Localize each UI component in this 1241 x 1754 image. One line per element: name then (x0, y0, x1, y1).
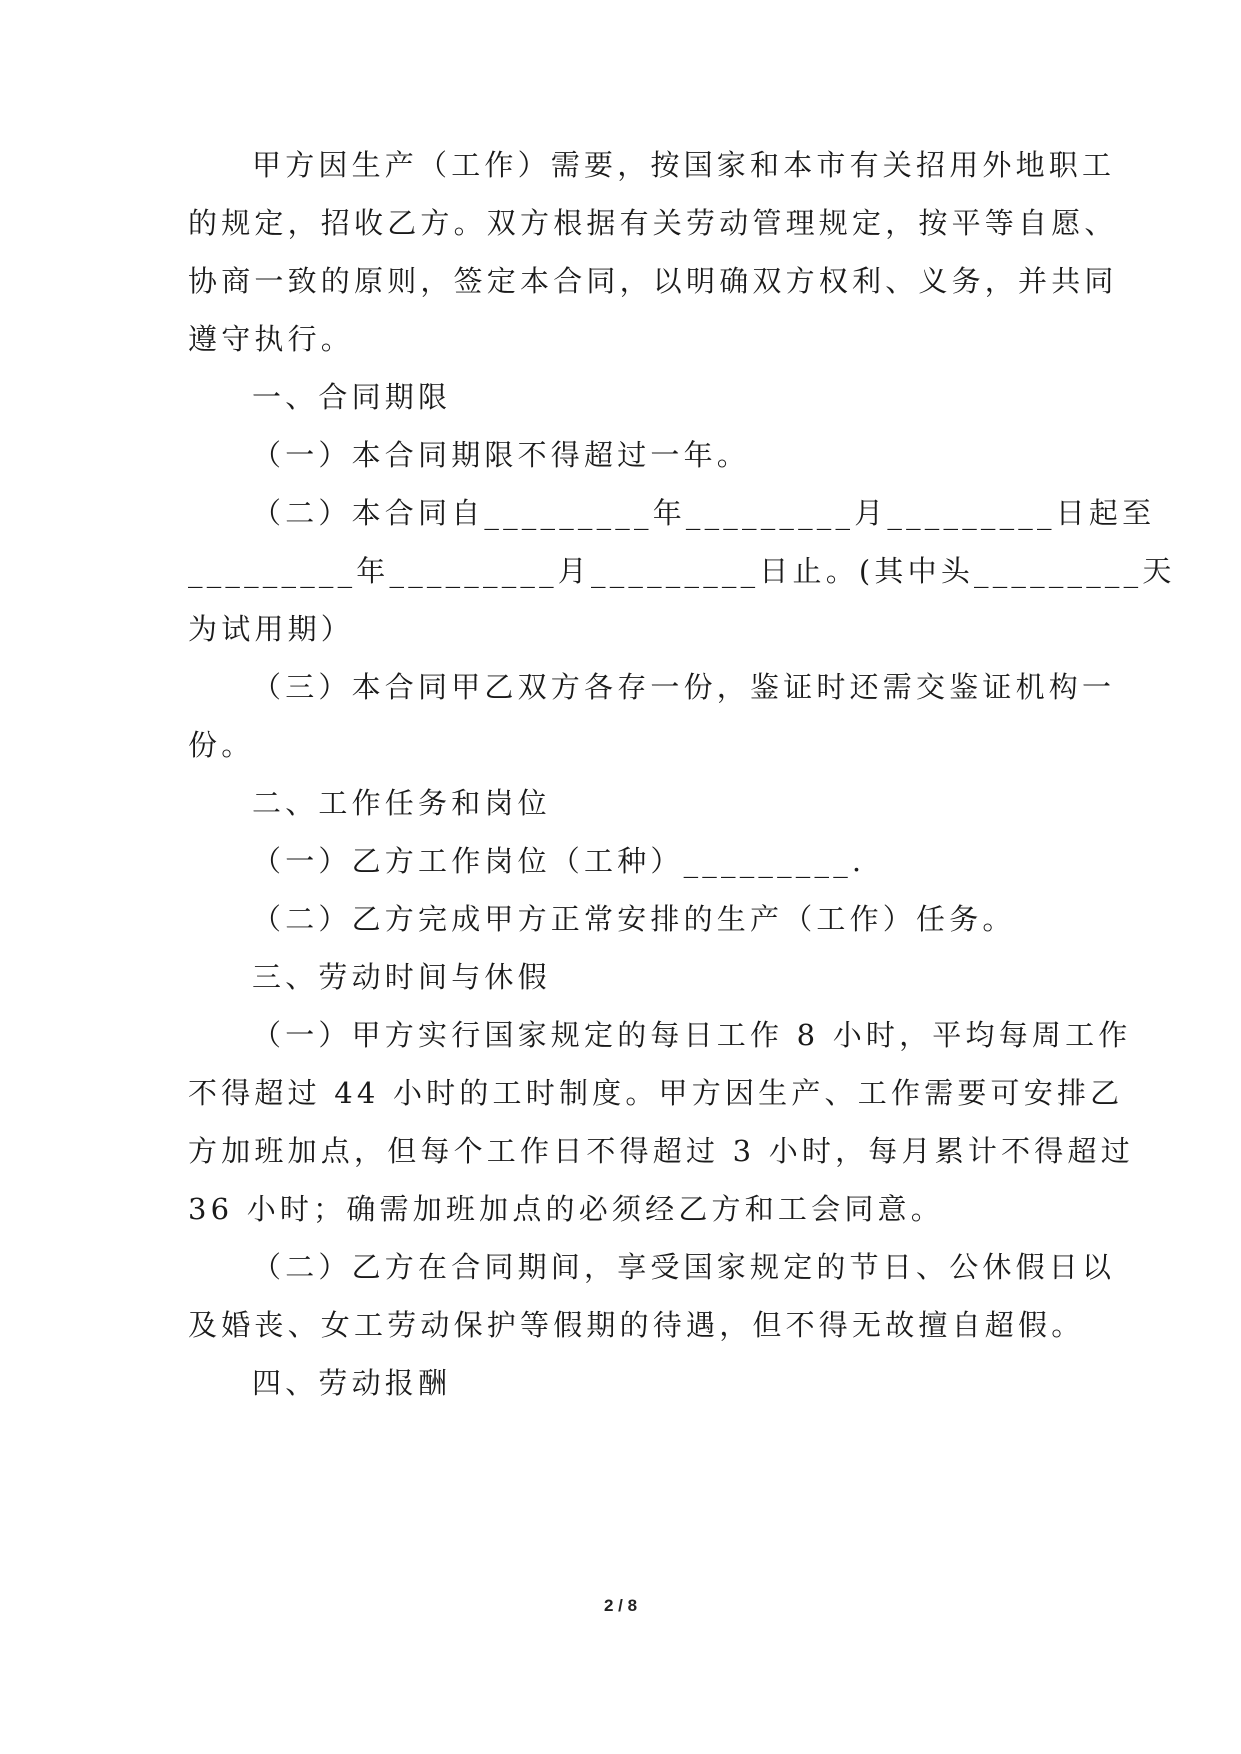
clause-term-3-line-2: 份。 (188, 728, 255, 762)
clause-hours-1-line-3: 方加班加点，但每个工作日不得超过 3 小时，每月累计不得超过 (188, 1134, 1134, 1168)
paragraph-intro-line-4: 遵守执行。 (188, 322, 355, 356)
section-heading-work-tasks: 二、工作任务和岗位 (252, 786, 551, 820)
section-heading-contract-term: 一、合同期限 (252, 380, 452, 414)
clause-hours-1-line-1: （一）甲方实行国家规定的每日工作 8 小时，平均每周工作 (252, 1018, 1132, 1052)
clause-hours-1-line-2: 不得超过 44 小时的工时制度。甲方因生产、工作需要可安排乙 (188, 1076, 1124, 1110)
clause-work-1: （一）乙方工作岗位（工种）_________. (252, 844, 866, 878)
page-number: 2 / 8 (603, 1596, 638, 1615)
clause-term-3-line-1: （三）本合同甲乙双方各存一份，鉴证时还需交鉴证机构一 (252, 670, 1116, 704)
clause-hours-1-line-4: 36 小时；确需加班加点的必须经乙方和工会同意。 (188, 1192, 944, 1226)
section-heading-remuneration: 四、劳动报酬 (252, 1366, 452, 1400)
paragraph-intro-line-1: 甲方因生产（工作）需要，按国家和本市有关招用外地职工 (252, 148, 1116, 182)
paragraph-intro-line-2: 的规定，招收乙方。双方根据有关劳动管理规定，按平等自愿、 (188, 206, 1118, 240)
clause-term-2-line-2: _________年_________月_________日止。(其中头_________天 (188, 554, 1176, 588)
clause-term-2-line-1: （二）本合同自_________年_________月_________日起至 (252, 496, 1156, 530)
section-heading-working-hours: 三、劳动时间与休假 (252, 960, 551, 994)
clause-hours-2-line-2: 及婚丧、女工劳动保护等假期的待遇，但不得无故擅自超假。 (188, 1308, 1085, 1342)
paragraph-intro-line-3: 协商一致的原则，签定本合同，以明确双方权利、义务，并共同 (188, 264, 1118, 298)
clause-term-2-line-3: 为试用期） (188, 612, 355, 646)
clause-work-2: （二）乙方完成甲方正常安排的生产（工作）任务。 (252, 902, 1016, 936)
clause-hours-2-line-1: （二）乙方在合同期间，享受国家规定的节日、公休假日以 (252, 1250, 1116, 1284)
clause-term-1: （一）本合同期限不得超过一年。 (252, 438, 751, 472)
